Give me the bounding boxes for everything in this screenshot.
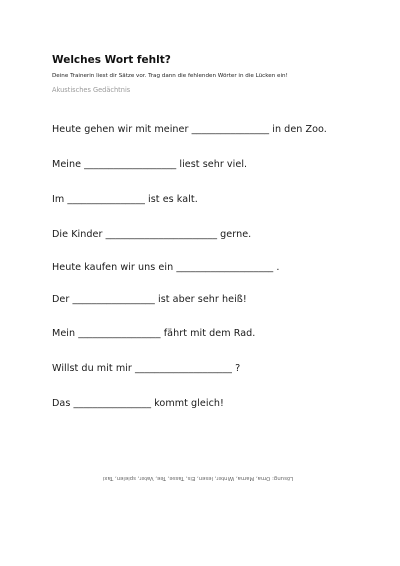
sentence-1: Heute gehen wir mit meiner ________________ in den Zoo. (52, 124, 327, 135)
sentence-4: Die Kinder _______________________ gerne. (52, 229, 252, 240)
sentence-8: Willst du mit mir ____________________ ? (52, 363, 241, 374)
sentence-7: Mein _________________ fährt mit dem Rad. (52, 328, 256, 339)
instruction-text: Deine Trainerin liest dir Sätze vor. Trag dann die fehlenden Wörter in die Lücken ein! (52, 73, 288, 79)
sentence-6: Der _________________ ist aber sehr heiß! (52, 294, 247, 305)
sentence-3: Im ________________ ist es kalt. (52, 194, 198, 205)
solution-text: Lösung: Oma, Mama, Winter, lesen, Eis, Tasse, Tee, Vater, spielen, Taxi (102, 475, 294, 481)
sentence-2: Meine ___________________ liest sehr viel. (52, 159, 248, 170)
sentence-9: Das ________________ kommt gleich! (52, 398, 224, 409)
page-title: Welches Wort fehlt? (52, 54, 171, 66)
worksheet-subtitle: Akustisches Gedächtnis (52, 86, 131, 94)
sentence-5: Heute kaufen wir uns ein ____________________ . (52, 262, 280, 273)
